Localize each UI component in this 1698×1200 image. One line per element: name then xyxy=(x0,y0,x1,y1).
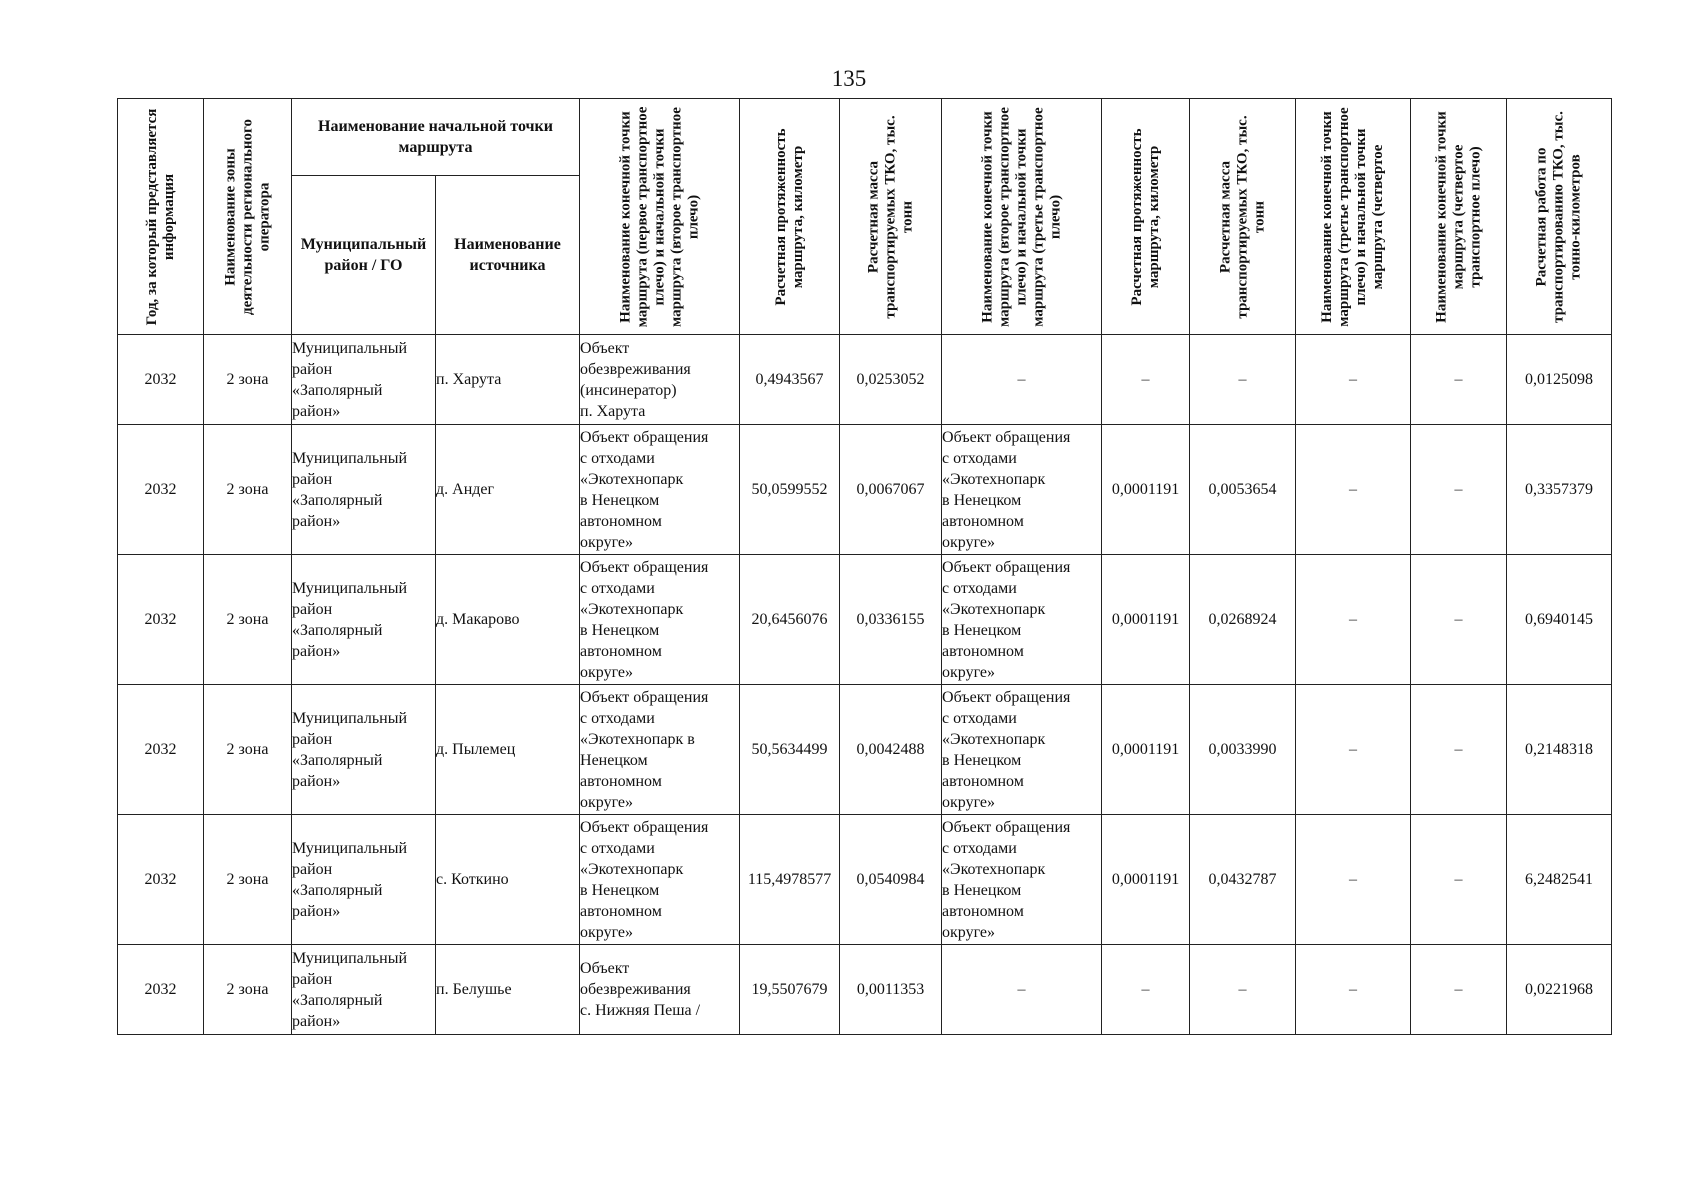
header-municipality: Муниципальный район / ГО xyxy=(292,176,436,335)
cell-end-point-1: Объект обращения с отходами «Экотехнопарк в Ненецком автономном округе» xyxy=(580,555,740,685)
routes-table xyxy=(117,98,1612,1035)
header-zone: Наименование зоны деятельности регионального оператора xyxy=(204,99,292,335)
cell-source: с. Коткино xyxy=(436,815,580,945)
table-row xyxy=(118,335,1612,425)
cell-work: 6,2482541 xyxy=(1507,815,1612,945)
cell-work: 0,0221968 xyxy=(1507,945,1612,1035)
cell-length-2: 0,0001191 xyxy=(1102,815,1190,945)
header-end-point-1: Наименование конечной точки маршрута (первое транспортное плечо) и начальной точки маршрута (второе транспортное плечо) xyxy=(580,99,740,335)
cell-end-point-3: – xyxy=(1296,555,1411,685)
cell-source: п. Харута xyxy=(436,335,580,425)
table-row xyxy=(118,555,1612,685)
cell-mass-1: 0,0253052 xyxy=(840,335,942,425)
cell-length-1: 0,4943567 xyxy=(740,335,840,425)
cell-end-point-2: Объект обращения с отходами «Экотехнопарк в Ненецком автономном округе» xyxy=(942,815,1102,945)
cell-year: 2032 xyxy=(118,425,204,555)
cell-mass-2: 0,0432787 xyxy=(1190,815,1296,945)
cell-source: д. Макарово xyxy=(436,555,580,685)
cell-year: 2032 xyxy=(118,335,204,425)
header-length-1: Расчетная протяженность маршрута, километр xyxy=(740,99,840,335)
cell-end-point-2: – xyxy=(942,945,1102,1035)
cell-mass-2: 0,0053654 xyxy=(1190,425,1296,555)
cell-end-point-4: – xyxy=(1411,335,1507,425)
cell-length-2: 0,0001191 xyxy=(1102,555,1190,685)
cell-source: д. Андег xyxy=(436,425,580,555)
cell-length-2: – xyxy=(1102,945,1190,1035)
table-row xyxy=(118,425,1612,555)
cell-municipality: Муниципальный район «Заполярный район» xyxy=(292,425,436,555)
cell-source: д. Пылемец xyxy=(436,685,580,815)
cell-municipality: Муниципальный район «Заполярный район» xyxy=(292,335,436,425)
cell-mass-1: 0,0540984 xyxy=(840,815,942,945)
cell-municipality: Муниципальный район «Заполярный район» xyxy=(292,815,436,945)
header-work: Расчетная работа по транспортированию ТКО, тыс. тонно-километров xyxy=(1507,99,1612,335)
table-row xyxy=(118,945,1612,1035)
cell-year: 2032 xyxy=(118,815,204,945)
page-number: 135 xyxy=(831,66,867,91)
cell-end-point-1: Объект обращения с отходами «Экотехнопарк в Ненецком автономном округе» xyxy=(580,815,740,945)
cell-length-1: 20,6456076 xyxy=(740,555,840,685)
cell-zone: 2 зона xyxy=(204,555,292,685)
cell-work: 0,0125098 xyxy=(1507,335,1612,425)
header-end-point-4: Наименование конечной точки маршрута (четвертое транспортное плечо) xyxy=(1411,99,1507,335)
cell-year: 2032 xyxy=(118,945,204,1035)
table-row xyxy=(118,685,1612,815)
cell-length-2: – xyxy=(1102,335,1190,425)
cell-end-point-4: – xyxy=(1411,945,1507,1035)
cell-year: 2032 xyxy=(118,685,204,815)
cell-end-point-1: Объект обезвреживания с. Нижняя Пеша / xyxy=(580,945,740,1035)
cell-mass-1: 0,0067067 xyxy=(840,425,942,555)
table-row xyxy=(118,815,1612,945)
cell-end-point-2: Объект обращения с отходами «Экотехнопарк в Ненецком автономном округе» xyxy=(942,425,1102,555)
header-year: Год, за который представляется информация xyxy=(118,99,204,335)
table-body xyxy=(118,335,1612,1035)
header-source: Наименование источника xyxy=(436,176,580,335)
cell-length-1: 50,5634499 xyxy=(740,685,840,815)
cell-end-point-2: Объект обращения с отходами «Экотехнопарк в Ненецком автономном округе» xyxy=(942,555,1102,685)
cell-zone: 2 зона xyxy=(204,815,292,945)
cell-end-point-3: – xyxy=(1296,945,1411,1035)
cell-end-point-4: – xyxy=(1411,425,1507,555)
header-row xyxy=(118,99,1612,176)
cell-end-point-3: – xyxy=(1296,335,1411,425)
cell-mass-1: 0,0042488 xyxy=(840,685,942,815)
cell-length-1: 115,4978577 xyxy=(740,815,840,945)
cell-source: п. Белушье xyxy=(436,945,580,1035)
cell-end-point-1: Объект обезвреживания (инсинератор) п. Харута xyxy=(580,335,740,425)
cell-year: 2032 xyxy=(118,555,204,685)
cell-length-2: 0,0001191 xyxy=(1102,685,1190,815)
cell-end-point-4: – xyxy=(1411,685,1507,815)
cell-work: 0,2148318 xyxy=(1507,685,1612,815)
header-start-point: Наименование начальной точки маршрута xyxy=(292,99,580,176)
header-length-2: Расчетная протяженность маршрута, километр xyxy=(1102,99,1190,335)
cell-mass-2: 0,0268924 xyxy=(1190,555,1296,685)
cell-end-point-2: Объект обращения с отходами «Экотехнопарк в Ненецком автономном округе» xyxy=(942,685,1102,815)
header-mass-2: Расчетная масса транспортируемых ТКО, тыс. тонн xyxy=(1190,99,1296,335)
cell-mass-2: – xyxy=(1190,335,1296,425)
cell-municipality: Муниципальный район «Заполярный район» xyxy=(292,685,436,815)
cell-municipality: Муниципальный район «Заполярный район» xyxy=(292,555,436,685)
cell-end-point-1: Объект обращения с отходами «Экотехнопарк в Ненецком автономном округе» xyxy=(580,685,740,815)
cell-end-point-1: Объект обращения с отходами «Экотехнопарк в Ненецком автономном округе» xyxy=(580,425,740,555)
cell-end-point-4: – xyxy=(1411,555,1507,685)
cell-zone: 2 зона xyxy=(204,335,292,425)
cell-end-point-2: – xyxy=(942,335,1102,425)
cell-end-point-3: – xyxy=(1296,425,1411,555)
cell-zone: 2 зона xyxy=(204,945,292,1035)
cell-length-1: 19,5507679 xyxy=(740,945,840,1035)
cell-work: 0,3357379 xyxy=(1507,425,1612,555)
header-end-point-2: Наименование конечной точки маршрута (второе транспортное плечо) и начальной точки маршрута (третье транспортное плечо) xyxy=(942,99,1102,335)
cell-mass-1: 0,0011353 xyxy=(840,945,942,1035)
cell-end-point-3: – xyxy=(1296,815,1411,945)
header-end-point-3: Наименование конечной точки маршрута (третье транспортное плечо) и начальной точки маршрута (четвертое xyxy=(1296,99,1411,335)
cell-mass-2: 0,0033990 xyxy=(1190,685,1296,815)
cell-length-1: 50,0599552 xyxy=(740,425,840,555)
cell-mass-1: 0,0336155 xyxy=(840,555,942,685)
header-mass-1: Расчетная масса транспортируемых ТКО, тыс. тонн xyxy=(840,99,942,335)
cell-zone: 2 зона xyxy=(204,425,292,555)
cell-zone: 2 зона xyxy=(204,685,292,815)
cell-municipality: Муниципальный район «Заполярный район» xyxy=(292,945,436,1035)
cell-length-2: 0,0001191 xyxy=(1102,425,1190,555)
cell-end-point-3: – xyxy=(1296,685,1411,815)
cell-mass-2: – xyxy=(1190,945,1296,1035)
cell-work: 0,6940145 xyxy=(1507,555,1612,685)
cell-end-point-4: – xyxy=(1411,815,1507,945)
